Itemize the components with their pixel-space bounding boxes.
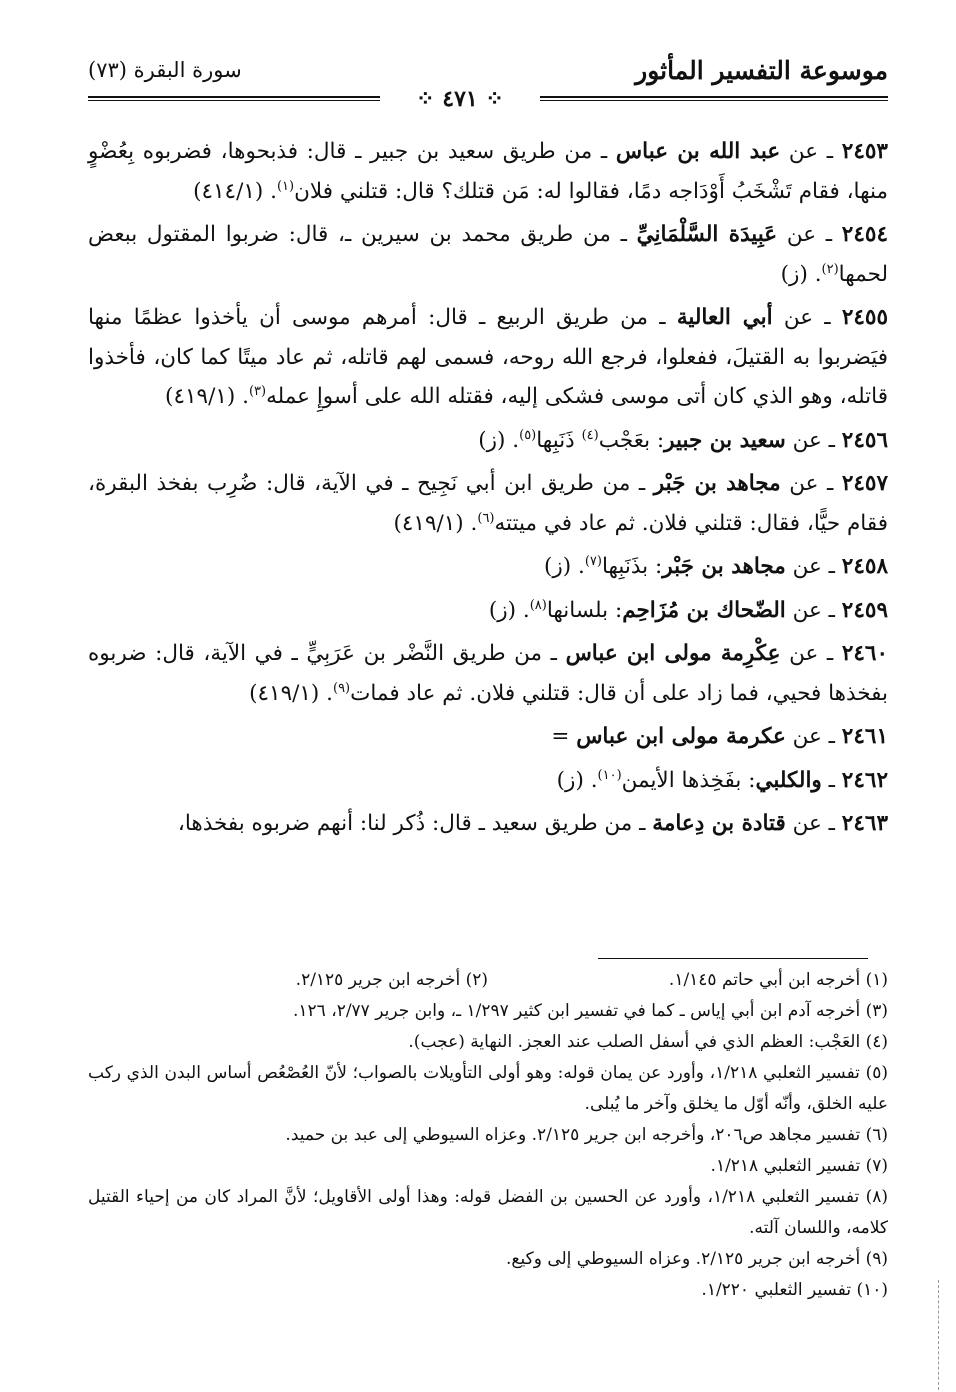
narrator-name: مجاهد بن جَبْر — [653, 471, 781, 496]
source-reference: (ز) — [780, 261, 808, 287]
narrator-name: سعيد بن جبير — [664, 427, 786, 453]
entry-number: ٢٤٦٠ — [841, 641, 889, 666]
page-number-text: ٤٧١ — [442, 86, 478, 112]
footnote-row — [88, 965, 888, 996]
entry-text: : بعَجْب — [598, 427, 665, 453]
entry-text: ـ من طريق محمد بن سيرين ـ، قال: ضربوا المقتول ببعض لحمها — [88, 222, 888, 287]
entry-number: ٢٤٥٦ — [841, 427, 888, 453]
footnote-marker: (٤) — [581, 427, 599, 443]
source-reference: (ز) — [478, 427, 506, 453]
entry-text: . — [326, 680, 333, 706]
entry-text: ـ عن — [777, 222, 833, 247]
footnote-marker: (٧) — [584, 553, 602, 569]
footnote-marker: (٢) — [821, 261, 839, 277]
entry-2456 — [88, 421, 888, 461]
source-reference: (٤١٩/١) — [249, 680, 320, 706]
entry-text: ـ — [821, 767, 835, 793]
entry-text: ـ عن — [785, 724, 835, 749]
entry-2458 — [88, 547, 888, 587]
surah-label: سورة البقرة (٧٣) — [88, 58, 242, 82]
entry-text: = — [551, 724, 577, 749]
entry-text: ـ عن — [780, 471, 834, 496]
footnote-6: (٦) تفسير مجاهد ص٢٠٦، وأخرجه ابن جرير ٢/١٢٥. وعزاه السيوطي إلى عبد بن حميد. — [285, 1125, 888, 1145]
entry-text: ـ عن — [785, 427, 835, 453]
entry-text: : بذَنَبِها — [601, 554, 663, 579]
footnote-separator — [598, 958, 868, 959]
narrator-name: عَبِيدَة السَّلْمَانِيِّ — [636, 222, 778, 247]
entry-text: . — [814, 261, 822, 287]
footnote-8: (٨) تفسير الثعلبي ١/٢١٨، وأورد عن الحسين بن الفضل قوله: وهذا أولى الأقاويل؛ لأنَّ المراد كان من إحياء القتيل كلامه، واللسان آلته. — [88, 1187, 889, 1238]
entry-text: ـ من طريق النَّضْر بن عَرَبِيٍّ ـ في الآية، قال: ضربوه بفخذها فحيي، فما زاد على أن قال: قتلني فلان. ثم عاد فمات — [88, 641, 888, 706]
main-text — [88, 132, 888, 848]
entry-2457 — [88, 464, 888, 543]
entry-text: ـ من طريق الربيع ـ قال: أمرهم موسى أن يأخذوا عظمًا منها فيَضربوا به القتيلَ، ففعلوا، فرجع الله روحه، فسمى لهم قاتله، ثم عاد ميتًا كما كان، فأخذوا قاتله، وهو الذي كان أتى موسى فشكى إليه، فقتله الله على أسوإِ عمله — [88, 305, 888, 409]
entry-2462 — [88, 761, 888, 801]
footnote-1: (١) أخرجه ابن أبي حاتم ١/١٤٥. — [668, 970, 888, 990]
source-reference: (ز) — [556, 767, 584, 793]
entry-number: ٢٤٦٣ — [841, 811, 888, 836]
entry-text: : بلسانها — [546, 597, 623, 623]
narrator-name: عِكْرِمة مولى ابن عباس — [565, 641, 781, 666]
footnote-9: (٩) أخرجه ابن جرير ٢/١٢٥. وعزاه السيوطي إلى وكيع. — [506, 1249, 888, 1269]
entry-number: ٢٤٥٥ — [841, 305, 889, 330]
entry-number: ٢٤٥٩ — [841, 597, 888, 623]
narrator-name: عبد الله بن عباس — [615, 139, 781, 164]
narrator-name: الضّحاك بن مُزَاحِم — [622, 597, 786, 623]
footnote-4: (٤) العَجْب: العظم الذي في أسفل الصلب عند العجز. النهاية (عجب). — [408, 1032, 888, 1052]
entry-number: ٢٤٥٤ — [841, 222, 888, 247]
footnote-marker: (٩) — [332, 680, 351, 696]
entry-2454 — [88, 215, 888, 294]
source-reference: (٤١٩/١) — [393, 510, 464, 536]
narrator-name: مجاهد بن جَبْر — [662, 554, 786, 579]
footnote-marker: (٦) — [477, 510, 495, 526]
entry-text: . — [470, 510, 478, 536]
source-reference: (ز) — [488, 597, 516, 623]
footnote-marker: (١٠) — [597, 767, 622, 783]
entry-text: ـ عن — [780, 139, 834, 164]
entry-text: . — [577, 554, 585, 579]
footnote-marker: (١) — [276, 178, 295, 194]
source-reference: (ز) — [543, 554, 572, 579]
entry-text: ـ عن — [785, 811, 835, 836]
book-title: موسوعة التفسير المأثور — [635, 56, 888, 85]
entry-number: ٢٤٥٨ — [841, 554, 888, 579]
entry-text: ـ عن — [772, 305, 831, 330]
entry-text: ـ من طريق ابن أبي نَجِيح ـ في الآية، قال: ضُرِب بفخذ البقرة، فقام حيًّا، فقال: قتلني فلان. ثم عاد في ميتته — [88, 471, 888, 536]
entry-text: ـ عن — [780, 641, 834, 666]
entry-number: ٢٤٥٧ — [841, 471, 889, 496]
entry-number: ٢٤٦١ — [841, 724, 888, 749]
narrator-name: قتادة بن دِعامة — [652, 811, 786, 836]
source-reference: (٤١٤/١) — [193, 178, 264, 204]
footnote-3: (٣) أخرجه آدم ابن أبي إياس ـ كما في تفسير ابن كثير ١/٢٩٧ ـ، وابن جرير ٢/٧٧، ١٢٦. — [292, 1001, 888, 1021]
footnote-5: (٥) تفسير الثعلبي ١/٢١٨، وأورد عن يمان قوله: وهو أولى التأويلات بالصواب؛ لأنّ العُصْعُص أساس البدن الذي ركب عليه الخلق، وأنّه أوّل ما يخلق وآخر ما يُبلى. — [88, 1063, 889, 1114]
entry-2453 — [88, 132, 888, 211]
entry-text: ـ من طريق سعيد بن جبير ـ قال: فذبحوها، فضربوه بِعُضْوٍ منها، فقام تَشْخَبُ أَوْدَاجه دمًا، فقالوا له: مَن قتلك؟ قال: قتلني فلان — [88, 139, 888, 204]
entry-2455 — [88, 298, 888, 417]
narrator-name: والكلبي — [755, 767, 822, 793]
entry-text: . — [522, 597, 530, 623]
entry-text: ـ عن — [785, 597, 835, 623]
footnote-2: (٢) أخرجه ابن جرير ٢/١٢٥. — [295, 970, 488, 990]
entry-2460 — [88, 634, 888, 713]
footnote-marker: (٣) — [248, 383, 267, 399]
source-reference: (٤١٩/١) — [165, 384, 236, 409]
page-number: ⁘ ٤٧١ ⁘ — [380, 86, 540, 112]
footnote-10: (١٠) تفسير الثعلبي ١/٢٢٠. — [701, 1280, 888, 1300]
scan-edge-mark — [938, 1280, 941, 1390]
entry-text: . — [590, 767, 598, 793]
entry-text: ـ من طريق سعيد ـ قال: ذُكر لنا: أنهم ضربوه بفخذها، — [177, 811, 653, 836]
narrator-name: أبي العالية — [676, 305, 773, 330]
footnote-marker: (٥) — [519, 427, 537, 443]
entry-2461 — [88, 717, 888, 757]
entry-2463 — [88, 804, 888, 844]
footnote-marker: (٨) — [529, 597, 547, 613]
entry-text: . — [512, 427, 520, 453]
entry-text: ـ عن — [785, 554, 835, 579]
entry-number: ٢٤٦٢ — [841, 767, 888, 793]
entry-text: : بفَخِذها الأيمن — [621, 767, 756, 793]
entry-text: ذَنَبِها — [536, 427, 582, 453]
footnotes — [88, 965, 888, 1306]
entry-number: ٢٤٥٣ — [841, 139, 888, 164]
footnote-7: (٧) تفسير الثعلبي ١/٢١٨. — [710, 1156, 888, 1176]
entry-text: . — [270, 178, 277, 204]
entry-2459 — [88, 591, 888, 631]
narrator-name: عكرمة مولى ابن عباس — [576, 724, 786, 749]
entry-text: . — [242, 384, 249, 409]
